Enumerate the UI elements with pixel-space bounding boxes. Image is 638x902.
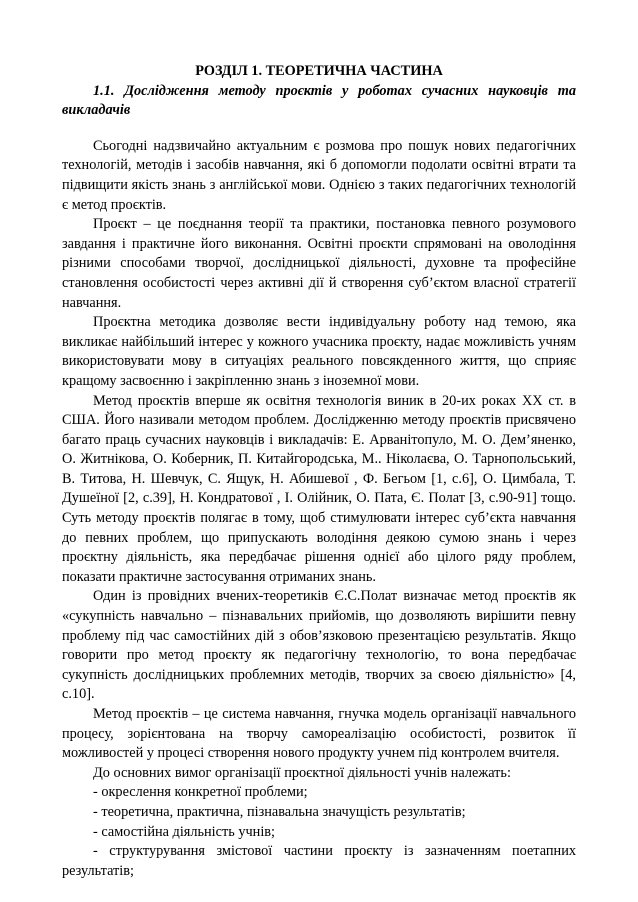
- list-item: - структурування змістової частини проєкту із зазначенням поетапних результатів;: [62, 843, 576, 879]
- paragraph-polat-definition: Один із провідних вчених-теоретиків Є.С.Полат визначає метод проєктів як «сукупність навчально – пізнавальних прийомів, що дозволяють вирішити певну проблему під час самостійних дій з обов’язковою презентацією результатів. Якщо говорити про метод проєкту як педагогічну технологію, то вона передбачає сукупність дослідницьких проблемних методів, творчих за своєю діяльністю» [4, с.10].: [62, 588, 576, 703]
- chapter-title: РОЗДІЛ 1. ТЕОРЕТИЧНА ЧАСТИНА: [195, 63, 443, 79]
- paragraph-history: Метод проєктів вперше як освітня технологія виник в 20-их роках ХХ ст. в США. Його називали методом проблем. Дослідженню методу проєктів присвячено багато праць сучасних науковців і викладачів: Е. Арванітопуло, М. О. Дем’яненко, О. Житнікова, О. Коберник, П. Китайгородська, М.. Ніколаєва, О. Тарнопольський, В. Титова, Н. Шевчук, С. Ящук, Н. Абишевої , Ф. Бегьом [1, с.6], О. Цимбала, Т. Душеїної [2, с.39], Н. Кондратової , І. Олійник, О. Пата, Є. Полат [3, с.90-91] тощо. Суть методу проєктів полягає в тому, щоб стимулювати інтерес суб’єкта навчання до певних проблем, що припускають володіння деякою сумою знань і через проєктну діяльність, яка передбачає рішення однієї або цілого ряду проблем, показати практичне застосування отриманих знань.: [62, 392, 576, 585]
- paragraph-intro: Сьогодні надзвичайно актуальним є розмова про пошук нових педагогічних технологій, методів і засобів навчання, які б допомогли подолати освітні втрати та підвищити якість знань з англійської мови. Однією з таких педагогічних технологій є метод проєктів.: [62, 137, 576, 213]
- document-page: [62, 62, 576, 881]
- section-title: 1.1. Дослідження методу проєктів у роботах сучасних науковців та викладачів: [62, 82, 576, 119]
- list-item: - теоретична, практична, пізнавальна значущість результатів;: [93, 803, 466, 820]
- paragraph-requirements-intro: До основних вимог організації проєктної діяльності учнів належать:: [93, 764, 511, 781]
- paragraph-project-methodology: Проєктна методика дозволяє вести індивідуальну роботу над темою, яка викликає найбільший інтерес у кожного учасника проєкту, надає можливість учням використовувати мову в ситуаціях реального повсякденного життя, що сприяє кращому засвоєнню і закріпленню знань з іноземної мови.: [62, 314, 576, 389]
- paragraph-project-definition: Проєкт – це поєднання теорії та практики, постановка певного розумового завдання і практичне його виконання. Освітні проєкти спрямовані на оволодіння різними способами творчої, дослідницької діяльності, духовне та професійне становлення особистості через активні дії й створення суб’єктом власної стратегії навчання.: [62, 216, 576, 311]
- list-item: - окреслення конкретної проблеми;: [93, 784, 308, 801]
- paragraph-system-definition: Метод проєктів – це система навчання, гнучка модель організації навчального процесу, зорієнтована на творчу самореалізацію особистості, розвиток її можливостей у процесі створення нового продукту учнем під контролем вчителя.: [62, 706, 576, 762]
- list-item: - самостійна діяльність учнів;: [93, 823, 276, 840]
